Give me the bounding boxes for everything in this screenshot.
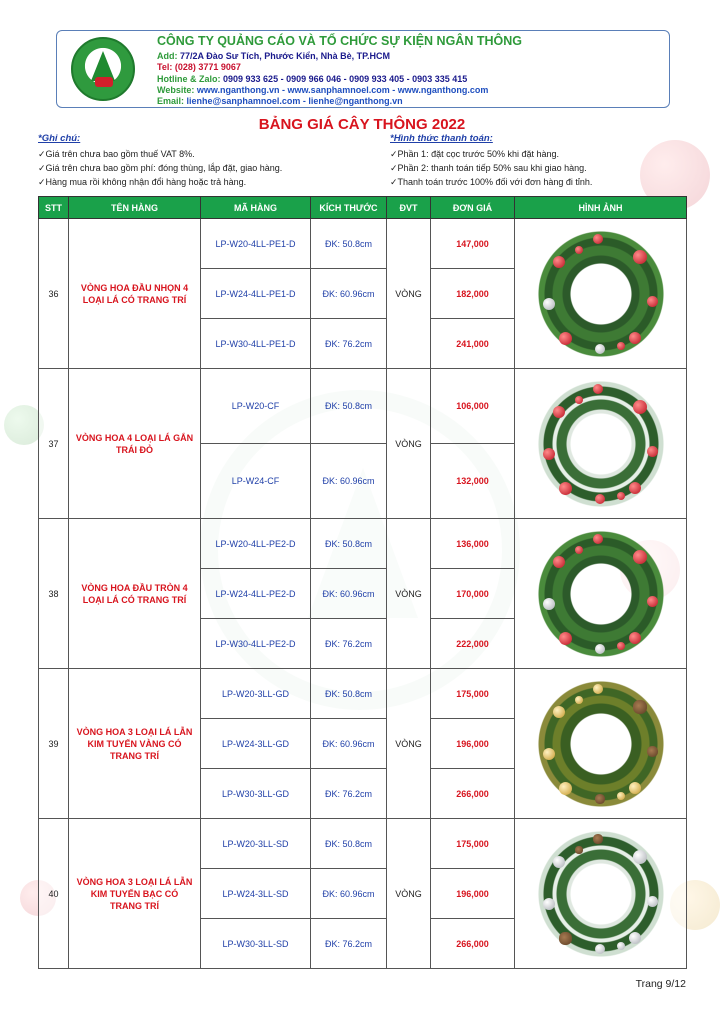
column-header-unit: ĐVT — [387, 197, 431, 219]
product-stt: 36 — [39, 219, 69, 369]
product-code: LP-W30-3LL-GD — [201, 769, 311, 819]
product-price: 175,000 — [431, 819, 515, 869]
pinecone-icon — [595, 794, 605, 804]
product-size: ĐK: 76.2cm — [311, 319, 387, 369]
company-logo — [71, 37, 135, 101]
website-label: Website: — [157, 85, 195, 95]
ornament-ball-icon — [543, 748, 555, 760]
hotline-value: 0909 933 625 - 0909 966 046 - 0909 933 405 - 0903 335 415 — [223, 74, 468, 84]
ornament-ball-icon — [543, 298, 555, 310]
ornament-ball-icon — [559, 332, 572, 345]
table-row — [39, 819, 687, 869]
product-price: 241,000 — [431, 319, 515, 369]
hotline-line — [157, 74, 467, 84]
product-code: LP-W24-4LL-PE1-D — [201, 269, 311, 319]
ornament-ball-icon — [617, 942, 625, 950]
ornament-ball-icon — [543, 898, 555, 910]
email-value[interactable]: lienhe@sanphamnoel.com - lienhe@nganthong.vn — [186, 96, 403, 106]
product-price: 222,000 — [431, 619, 515, 669]
tel-label: Tel: — [157, 62, 173, 72]
ornament-ball-icon — [595, 494, 605, 504]
product-size: ĐK: 60.96cm — [311, 869, 387, 919]
company-header — [56, 30, 670, 108]
table-header-row — [39, 197, 687, 219]
ornament-ball-icon — [593, 384, 603, 394]
ornament-ball-icon — [617, 492, 625, 500]
product-code: LP-W24-3LL-GD — [201, 719, 311, 769]
ornament-ball-icon — [593, 534, 603, 544]
ornament-ball-icon — [629, 332, 641, 344]
product-name: VÒNG HOA 3 LOẠI LÁ LẪN KIM TUYẾN VÀNG CÓ TRANG TRÍ — [69, 669, 201, 819]
email-line — [157, 96, 403, 106]
ornament-ball-icon — [629, 782, 641, 794]
company-name: CÔNG TY QUẢNG CÁO VÀ TỔ CHỨC SỰ KIỆN NGÂN THÔNG — [157, 34, 522, 48]
address-line — [157, 51, 390, 61]
pinecone-icon — [575, 846, 583, 854]
ornament-ball-icon — [617, 342, 625, 350]
note-item: ✓Hàng mua rồi không nhận đổi hàng hoặc trả hàng. — [38, 177, 247, 187]
product-code: LP-W20-4LL-PE1-D — [201, 219, 311, 269]
ornament-ball-icon — [629, 482, 641, 494]
product-code: LP-W20-4LL-PE2-D — [201, 519, 311, 569]
notes-heading: *Ghi chú: — [38, 133, 81, 144]
product-size: ĐK: 60.96cm — [311, 569, 387, 619]
product-price: 106,000 — [431, 369, 515, 444]
wreath-image-icon — [535, 378, 667, 510]
table-row — [39, 669, 687, 719]
ornament-ball-icon — [647, 896, 658, 907]
product-stt: 37 — [39, 369, 69, 519]
product-image — [515, 519, 687, 669]
product-size: ĐK: 50.8cm — [311, 219, 387, 269]
product-price: 147,000 — [431, 219, 515, 269]
product-code: LP-W20-3LL-GD — [201, 669, 311, 719]
product-size: ĐK: 76.2cm — [311, 919, 387, 969]
product-unit: VÒNG — [387, 219, 431, 369]
wreath-image-icon — [535, 528, 667, 660]
product-code: LP-W20-3LL-SD — [201, 819, 311, 869]
product-size: ĐK: 76.2cm — [311, 769, 387, 819]
product-code: LP-W30-3LL-SD — [201, 919, 311, 969]
page-title: BẢNG GIÁ CÂY THÔNG 2022 — [258, 116, 466, 133]
product-code: LP-W24-CF — [201, 444, 311, 519]
product-name: VÒNG HOA ĐẦU NHỌN 4 LOẠI LÁ CÓ TRANG TRÍ — [69, 219, 201, 369]
column-header-code: MÃ HÀNG — [201, 197, 311, 219]
column-header-stt: STT — [39, 197, 69, 219]
tel-line — [157, 62, 241, 72]
hotline-label: Hotline & Zalo: — [157, 74, 221, 84]
product-name: VÒNG HOA 3 LOẠI LÁ LẪN KIM TUYẾN BẠC CÓ TRANG TRÍ — [69, 819, 201, 969]
product-size: ĐK: 50.8cm — [311, 519, 387, 569]
ornament-ball-icon — [629, 932, 641, 944]
price-table — [38, 196, 687, 969]
product-size: ĐK: 60.96cm — [311, 719, 387, 769]
ornament-ball-icon — [647, 596, 658, 607]
wreath-image-icon — [535, 228, 667, 360]
ornament-ball-icon — [633, 400, 647, 414]
email-label: Email: — [157, 96, 185, 106]
website-value[interactable]: www.nganthong.vn - www.sanphamnoel.com - www.nganthong.com — [196, 85, 489, 95]
pinecone-icon — [633, 700, 647, 714]
product-image — [515, 369, 687, 519]
ornament-ball-icon — [617, 642, 625, 650]
product-name: VÒNG HOA ĐẦU TRÒN 4 LOẠI LÁ CÓ TRANG TRÍ — [69, 519, 201, 669]
ornament-ball-icon — [559, 632, 572, 645]
ornament-ball-icon — [595, 644, 605, 654]
product-price: 175,000 — [431, 669, 515, 719]
ornament-ball-icon — [593, 234, 603, 244]
table-row — [39, 369, 687, 444]
ornament-ball-icon — [629, 632, 641, 644]
product-price: 196,000 — [431, 869, 515, 919]
product-price: 132,000 — [431, 444, 515, 519]
ornament-ball-icon — [553, 256, 565, 268]
ornament-ball-icon — [595, 344, 605, 354]
tel-value: (028) 3771 9067 — [174, 62, 241, 72]
ornament-ball-icon — [647, 296, 658, 307]
ornament-ball-icon — [543, 598, 555, 610]
notes-section — [38, 133, 282, 189]
ornament-ball-icon — [553, 556, 565, 568]
product-price: 136,000 — [431, 519, 515, 569]
ornament-ball-icon — [553, 856, 565, 868]
payment-section — [390, 133, 592, 189]
ornament-ball-icon — [633, 250, 647, 264]
address-value: 77/2A Đào Sư Tích, Phước Kiển, Nhà Bè, TP.HCM — [180, 51, 390, 61]
product-image — [515, 669, 687, 819]
product-price: 170,000 — [431, 569, 515, 619]
product-size: ĐK: 60.96cm — [311, 444, 387, 519]
ornament-ball-icon — [617, 792, 625, 800]
ornament-ball-icon — [553, 406, 565, 418]
product-code: LP-W20-CF — [201, 369, 311, 444]
product-stt: 38 — [39, 519, 69, 669]
product-size: ĐK: 60.96cm — [311, 269, 387, 319]
product-unit: VÒNG — [387, 519, 431, 669]
product-price: 266,000 — [431, 919, 515, 969]
product-image — [515, 819, 687, 969]
product-size: ĐK: 76.2cm — [311, 619, 387, 669]
wreath-image-icon — [535, 678, 667, 810]
ornament-ball-icon — [575, 246, 583, 254]
column-header-image: HÌNH ẢNH — [515, 197, 687, 219]
note-item: ✓Giá trên chưa bao gồm phí: đóng thùng, lắp đặt, giao hàng. — [38, 163, 283, 173]
payment-item: ✓Phần 1: đặt cọc trước 50% khi đặt hàng. — [390, 149, 560, 159]
product-code: LP-W30-4LL-PE2-D — [201, 619, 311, 669]
payment-item: ✓Thanh toán trước 100% đối với đơn hàng đi tỉnh. — [390, 177, 593, 187]
product-price: 196,000 — [431, 719, 515, 769]
wreath-image-icon — [535, 828, 667, 960]
ornament-ball-icon — [595, 944, 605, 954]
product-code: LP-W24-3LL-SD — [201, 869, 311, 919]
product-unit: VÒNG — [387, 669, 431, 819]
product-price: 266,000 — [431, 769, 515, 819]
pinecone-icon — [559, 932, 572, 945]
product-code: LP-W30-4LL-PE1-D — [201, 319, 311, 369]
payment-heading: *Hình thức thanh toán: — [390, 133, 493, 144]
pinecone-icon — [647, 746, 658, 757]
ornament-ball-icon — [575, 696, 583, 704]
note-item: ✓Giá trên chưa bao gồm thuế VAT 8%. — [38, 149, 195, 159]
ornament-ball-icon — [543, 448, 555, 460]
product-image — [515, 219, 687, 369]
ornament-ball-icon — [559, 782, 572, 795]
product-size: ĐK: 50.8cm — [311, 369, 387, 444]
page-number: Trang 9/12 — [635, 978, 686, 990]
ornament-ball-icon — [647, 446, 658, 457]
bow-icon — [95, 77, 113, 87]
ornament-ball-icon — [559, 482, 572, 495]
product-code: LP-W24-4LL-PE2-D — [201, 569, 311, 619]
ornament-ball-icon — [575, 546, 583, 554]
table-row — [39, 519, 687, 569]
ornament-ball-icon — [553, 706, 565, 718]
product-unit: VÒNG — [387, 819, 431, 969]
product-price: 182,000 — [431, 269, 515, 319]
ornament-ball-icon — [633, 550, 647, 564]
product-size: ĐK: 50.8cm — [311, 669, 387, 719]
table-row — [39, 219, 687, 269]
pinecone-icon — [593, 834, 603, 844]
product-size: ĐK: 50.8cm — [311, 819, 387, 869]
column-header-name: TÊN HÀNG — [69, 197, 201, 219]
ornament-ball-icon — [633, 850, 647, 864]
product-unit: VÒNG — [387, 369, 431, 519]
column-header-size: KÍCH THƯỚC — [311, 197, 387, 219]
ornament-ball-icon — [575, 396, 583, 404]
product-stt: 40 — [39, 819, 69, 969]
product-name: VÒNG HOA 4 LOẠI LÁ GẮN TRÁI ĐỎ — [69, 369, 201, 519]
website-line — [157, 85, 488, 95]
address-label: Add: — [157, 51, 178, 61]
payment-item: ✓Phần 2: thanh toán tiếp 50% sau khi giao hàng. — [390, 163, 587, 173]
product-stt: 39 — [39, 669, 69, 819]
ornament-ball-icon — [593, 684, 603, 694]
column-header-price: ĐƠN GIÁ — [431, 197, 515, 219]
